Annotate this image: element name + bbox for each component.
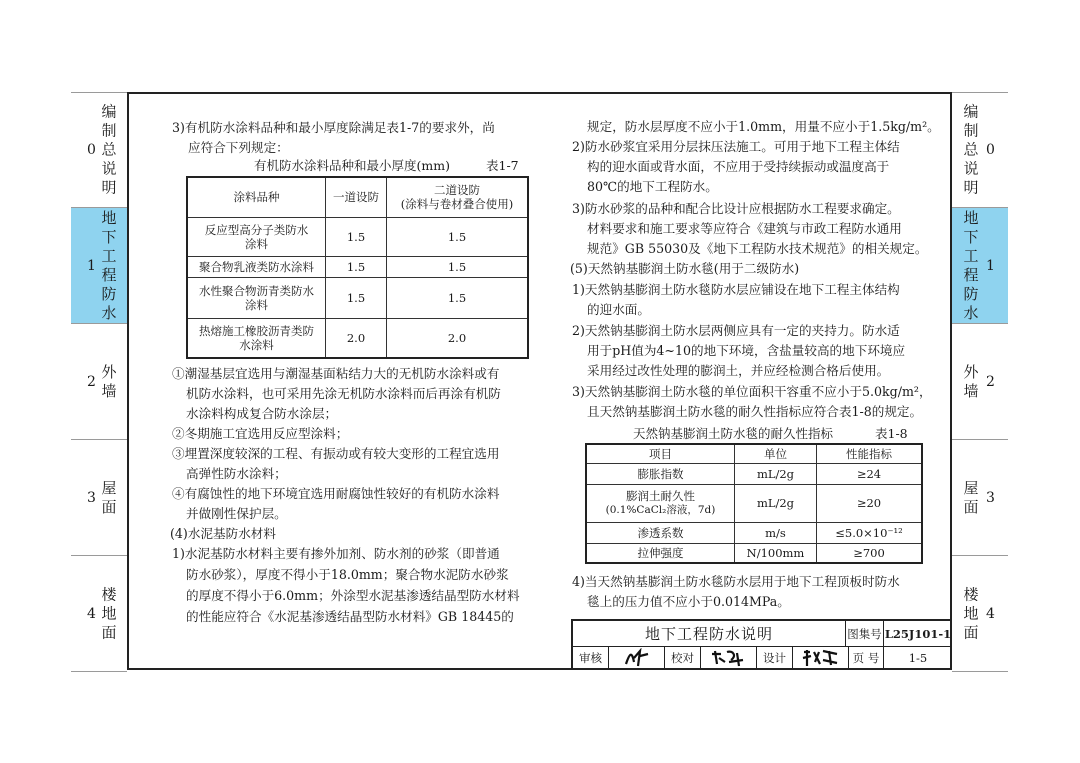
review-label: 审核	[573, 646, 609, 670]
drawing-title: 地下工程防水说明	[573, 621, 846, 646]
table-cell: 1.5	[387, 277, 529, 318]
atlas-label: 图集号	[846, 621, 884, 646]
table-cell: 拉伸强度	[586, 543, 735, 563]
paragraph-line: 防水砂浆），厚度不得小于18.0mm；聚合物水泥防水砂浆	[186, 567, 509, 582]
tab-chapter-3-right[interactable]: 3 屋面	[952, 440, 1008, 556]
tab-chapter-4[interactable]: 4 楼地面	[71, 556, 127, 672]
tab-chapter-4-right[interactable]: 4 楼地面	[952, 556, 1008, 672]
table-cell: 膨胀指数	[586, 463, 735, 484]
paragraph-line: 构的迎水面或背水面，不应用于受持续振动或温度高于	[587, 159, 890, 174]
atlas-number: L25J101-1	[884, 626, 952, 641]
table-cell: 1.5	[326, 277, 387, 318]
table-cell: m/s	[735, 522, 817, 543]
paragraph-line: 的性能应符合《水泥基渗透结晶型防水材料》GB 18445的	[186, 609, 514, 624]
paragraph-line: 2)防水砂浆宜采用分层抹压法施工。可用于地下工程主体结	[572, 139, 900, 154]
paragraph-line: 高弹性防水涂料；	[186, 466, 287, 481]
table-1-7-number: 表1-7	[486, 158, 519, 173]
table-cell: ≥24	[817, 463, 923, 484]
table-cell: 2.0	[387, 318, 529, 358]
paragraph-line: 的迎水面。	[587, 302, 650, 317]
paragraph-line: 80℃的地下工程防水。	[587, 179, 718, 194]
tab-chapter-1-right[interactable]: 1 地下工程防水	[952, 208, 1008, 324]
table-cell: ≤5.0×10⁻¹²	[817, 522, 923, 543]
table-1-8-number: 表1-8	[875, 426, 908, 441]
paragraph-line: ④有腐蚀性的地下环境宜选用耐腐蚀性较好的有机防水涂料	[172, 486, 500, 501]
table-cell: mL/2g	[735, 463, 817, 484]
page-number: 1-5	[908, 651, 928, 665]
table-cell: N/100mm	[735, 543, 817, 563]
table-cell: ≥700	[817, 543, 923, 563]
paragraph-line: 3)防水砂浆的品种和配合比设计应根据防水工程要求确定。	[572, 201, 900, 216]
table-1-7-caption: 有机防水涂料品种和最小厚度(mm)	[254, 158, 450, 173]
paragraph-line: 毯上的压力值不应小于0.014MPa。	[587, 594, 790, 609]
paragraph-line: 用于pH值为4~10的地下环境，含盐量较高的地下环境应	[587, 343, 906, 358]
table-header: 性能指标	[817, 444, 923, 463]
title-block	[571, 619, 952, 670]
paragraph-line: ②冬期施工宜选用反应型涂料；	[172, 426, 349, 441]
table-header: 一道设防	[326, 177, 387, 217]
review-signature	[609, 646, 665, 670]
tab-chapter-2-right[interactable]: 2 外墙	[952, 324, 1008, 440]
tab-chapter-0-right[interactable]: 0 编制总说明	[952, 92, 1008, 208]
table-row	[187, 217, 528, 256]
paragraph-line: 3)天然钠基膨润土防水毯的单位面积干容重不应小于5.0kg/m²，	[572, 384, 932, 399]
paragraph-line: 3)有机防水涂料品种和最小厚度除满足表1-7的要求外，尚	[172, 120, 495, 135]
table-row	[187, 256, 528, 277]
table-cell: 膨润土耐久性 (0.1%CaCl₂溶液，7d)	[586, 484, 735, 522]
table-header: 涂料品种	[187, 177, 326, 217]
table-1-8	[585, 443, 923, 564]
table-1-8-caption: 天然钠基膨润土防水毯的耐久性指标	[633, 426, 834, 441]
table-row	[586, 543, 922, 563]
right-chapter-tabs	[952, 92, 1008, 672]
paragraph-line: 材料要求和施工要求等应符合《建筑与市政工程防水通用	[587, 221, 902, 236]
paragraph-line: 机防水涂料，也可采用先涂无机防水涂料而后再涂有机防	[186, 386, 501, 401]
table-cell: 渗透系数	[586, 522, 735, 543]
design-signature	[793, 646, 849, 670]
table-cell: 水性聚合物沥青类防水 涂料	[187, 277, 326, 318]
paragraph-line: 2)天然钠基膨润土防水层两侧应具有一定的夹持力。防水适	[572, 323, 900, 338]
paragraph-line: 的厚度不得小于6.0mm；外涂型水泥基渗透结晶型防水材料	[186, 588, 520, 603]
paragraph-line: 1)水泥基防水材料主要有掺外加剂、防水剂的砂浆（即普通	[172, 546, 500, 561]
table-cell: 热熔施工橡胶沥青类防 水涂料	[187, 318, 326, 358]
paragraph-line: 采用经过改性处理的膨润土，并应经检测合格后使用。	[587, 363, 890, 378]
table-cell: mL/2g	[735, 484, 817, 522]
table-header: 项目	[586, 444, 735, 463]
table-header: 单位	[735, 444, 817, 463]
paragraph-line: ①潮湿基层宜选用与潮湿基面粘结力大的无机防水涂料或有	[172, 366, 500, 381]
table-cell: 聚合物乳液类防水涂料	[187, 256, 326, 277]
table-row	[586, 522, 922, 543]
tab-chapter-3[interactable]: 3 屋面	[71, 440, 127, 556]
design-label: 设计	[757, 646, 793, 670]
table-cell: 1.5	[326, 217, 387, 256]
table-row	[586, 484, 922, 522]
left-chapter-tabs	[71, 92, 127, 672]
tab-chapter-2[interactable]: 2 外墙	[71, 324, 127, 440]
page-label: 页 号	[849, 646, 884, 670]
table-cell: 反应型高分子类防水 涂料	[187, 217, 326, 256]
paragraph-line: 并做刚性保护层。	[186, 506, 287, 521]
table-1-7	[186, 176, 529, 359]
paragraph-line: 规定，防水层厚度不应小于1.0mm，用量不应小于1.5kg/m²。	[587, 119, 940, 134]
table-cell: 2.0	[326, 318, 387, 358]
table-row	[187, 277, 528, 318]
paragraph-line: 应符合下列规定：	[188, 140, 289, 155]
paragraph-line: 1)天然钠基膨润土防水毯防水层应铺设在地下工程主体结构	[572, 282, 900, 297]
paragraph-line: ③埋置深度较深的工程、有振动或有较大变形的工程宜选用	[172, 446, 500, 461]
table-row	[586, 463, 922, 484]
table-cell: 1.5	[387, 217, 529, 256]
table-cell: ≥20	[817, 484, 923, 522]
check-signature	[701, 646, 757, 670]
check-label: 校对	[665, 646, 701, 670]
paragraph-line: 且天然钠基膨润土防水毯的耐久性指标应符合表1-8的规定。	[587, 404, 923, 419]
paragraph-line: 水涂料构成复合防水涂层；	[186, 406, 338, 421]
paragraph-line: 4)当天然钠基膨润土防水毯防水层用于地下工程顶板时防水	[572, 574, 900, 589]
table-header: 二道设防 (涂料与卷材叠合使用)	[387, 177, 529, 217]
table-row	[187, 318, 528, 358]
paragraph-line: 规范》GB 55030及《地下工程防水技术规范》的相关规定。	[587, 241, 928, 256]
table-cell: 1.5	[387, 256, 529, 277]
section-heading: (5)天然钠基膨润土防水毯(用于二级防水)	[570, 261, 800, 276]
tab-chapter-1[interactable]: 1 地下工程防水	[71, 208, 127, 324]
section-heading: (4)水泥基防水材料	[170, 526, 276, 541]
tab-chapter-0[interactable]: 0 编制总说明	[71, 92, 127, 208]
table-cell: 1.5	[326, 256, 387, 277]
